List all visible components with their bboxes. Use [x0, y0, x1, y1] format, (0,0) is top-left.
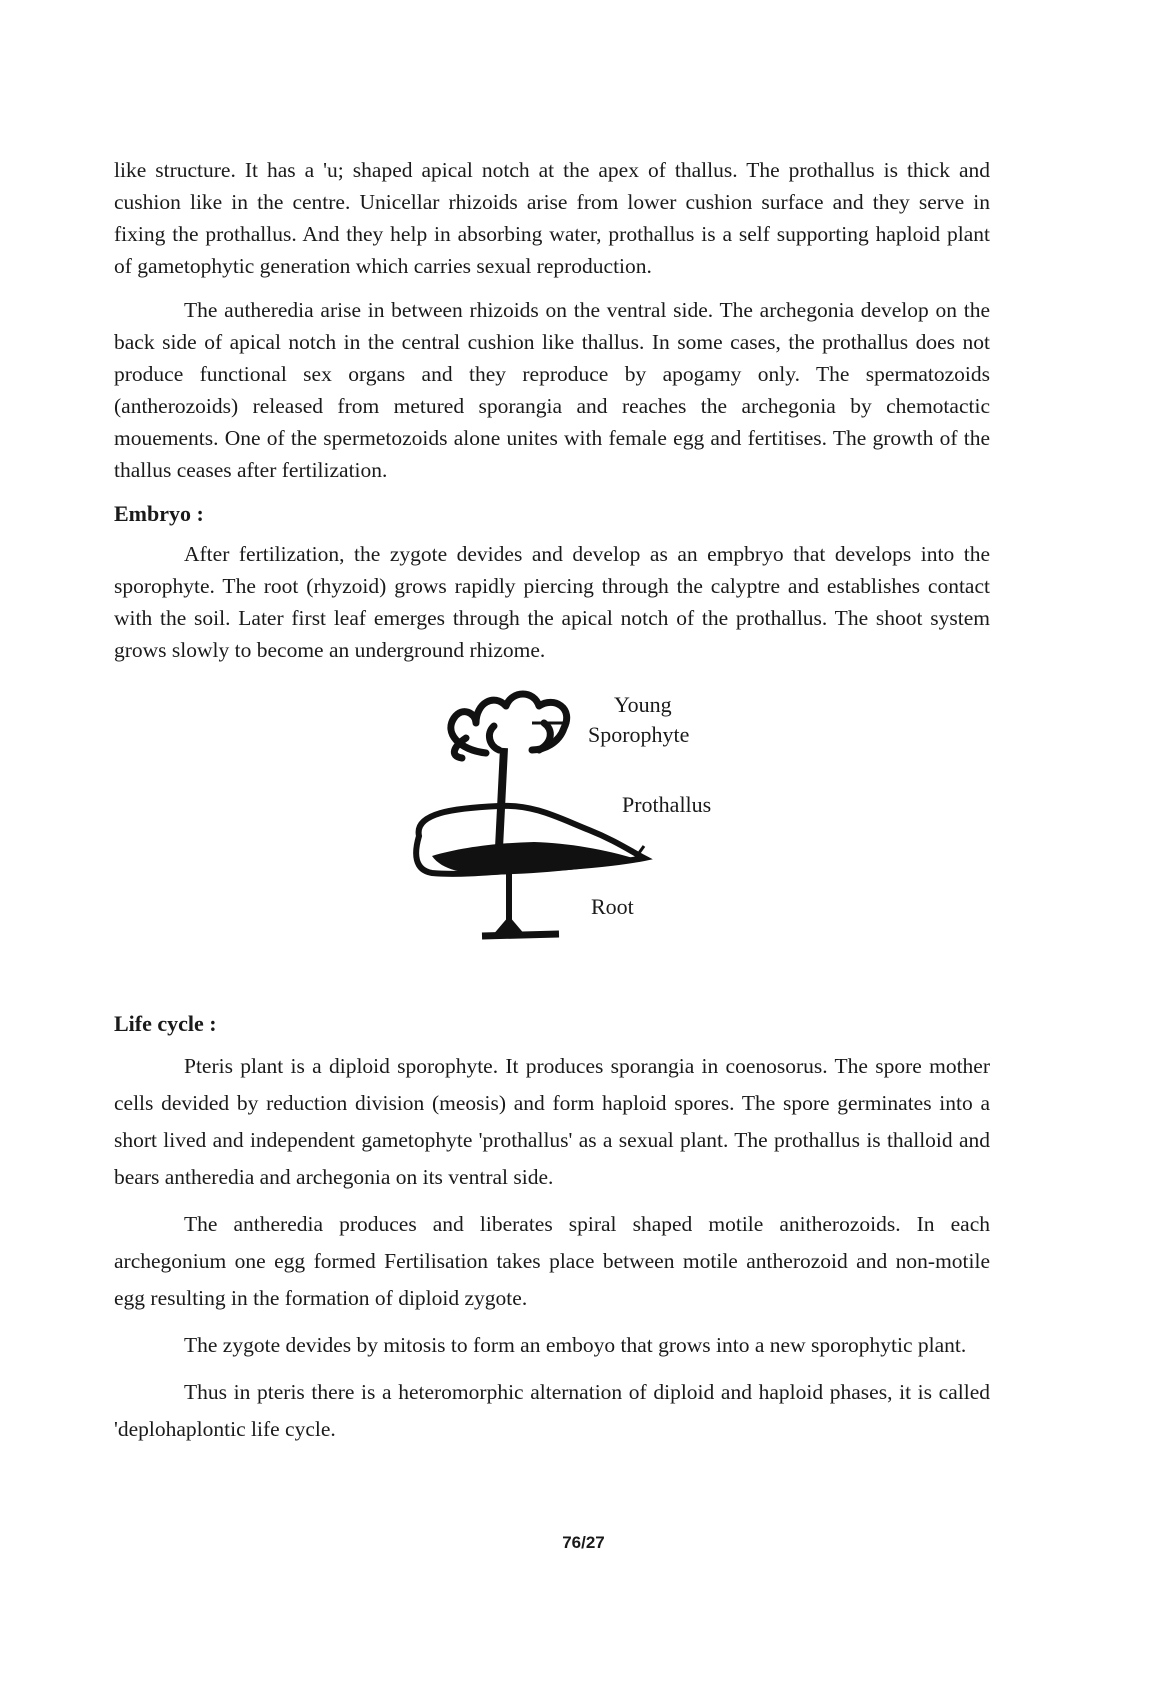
embryo-paragraph: After fertilization, the zygote devides and develop as an empbryo that develops into the sporophyte. The root (rhyzoid) grows rapidly piercing through the calyptre and establishes contact with the soil. Later first leaf emerges through the apical notch of the prothallus. The shoot system grows slowly to become an underground rhizome. [114, 542, 990, 662]
figure-label-root: Root [591, 894, 634, 919]
page-content [114, 154, 990, 1458]
life-cycle-section [114, 1008, 990, 1448]
life-cycle-heading: Life cycle : [114, 1011, 217, 1036]
life-cycle-paragraph: Thus in pteris there is a heteromorphic alternation of diploid and haploid phases, it is called 'deplohaplontic life cycle. [114, 1380, 990, 1441]
figure-label-young: Young [614, 692, 672, 717]
figure-label-prothallus: Prothallus [622, 792, 712, 817]
page-number: 76/27 [562, 1533, 605, 1552]
figure-label-sporophyte: Sporophyte [588, 722, 690, 747]
sporophyte-drawing [114, 678, 990, 948]
life-cycle-paragraph: The zygote devides by mitosis to form an emboyo that grows into a new sporophytic plant. [184, 1333, 967, 1357]
paragraph: The autheredia arise in between rhizoids on the ventral side. The archegonia develop on the back side of apical notch in the central cushion like thallus. In some cases, the prothallus does not produce functional sex organs and they reproduce by apogamy only. The spermatozoids (antherozoids) released from metured sporangia and reaches the archegonia by chemotactic mouements. One of the spermetozoids alone unites with female egg and fertitises. The growth of the thallus ceases after fertilization. [114, 298, 990, 482]
young-sporophyte-figure [114, 678, 990, 948]
life-cycle-paragraph: The antheredia produces and liberates spiral shaped motile anitherozoids. In each archegonium one egg formed Fertilisation takes place between motile antherozoid and non-motile egg resulting in the formation of diploid zygote. [114, 1212, 990, 1310]
embryo-heading: Embryo : [114, 501, 204, 526]
paragraph: like structure. It has a 'u; shaped apical notch at the apex of thallus. The prothallus is thick and cushion like in the centre. Unicellar rhizoids arise from lower cushion surface and they serve in fixing the prothallus. And they help in absorbing water, prothallus is a self supporting haploid plant of gametophytic generation which carries sexual reproduction. [114, 158, 990, 278]
life-cycle-paragraph: Pteris plant is a diploid sporophyte. It produces sporangia in coenosorus. The spore mother cells devided by reduction division (meosis) and form haploid spores. The spore germinates into a short lived and independent gametophyte 'prothallus' as a sexual plant. The prothallus is thalloid and bears antheredia and archegonia on its ventral side. [114, 1054, 990, 1189]
